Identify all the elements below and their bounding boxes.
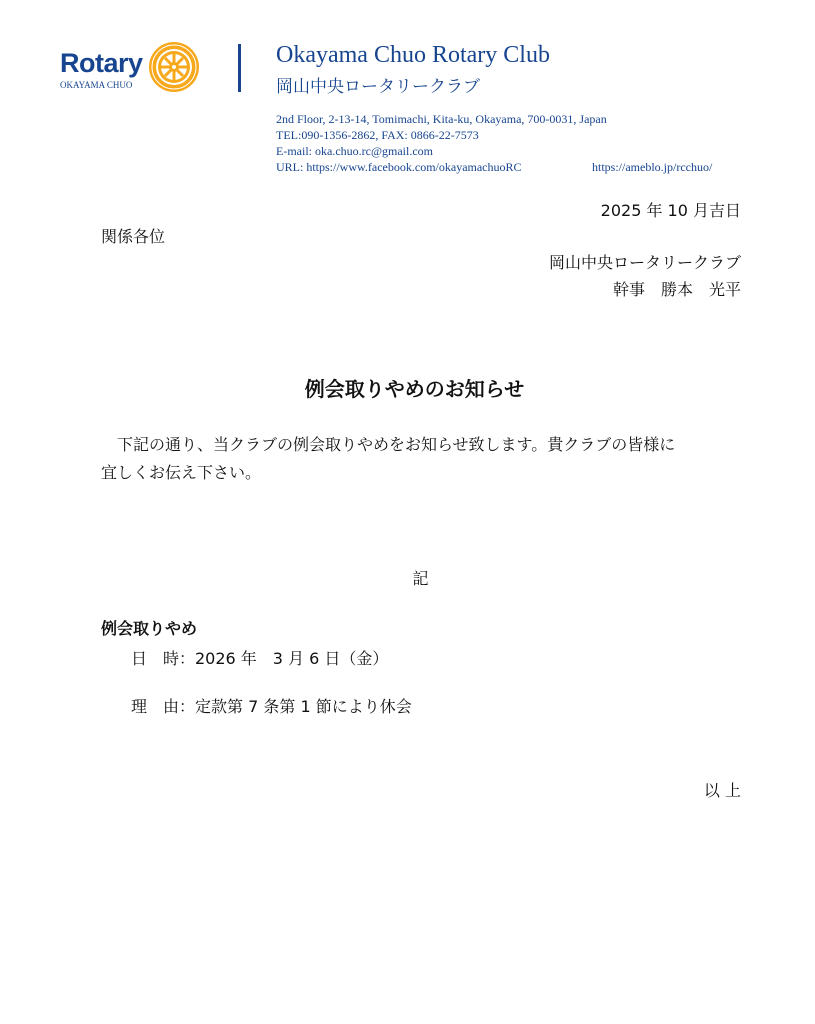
- logo-subtitle: OKAYAMA CHUO: [60, 80, 133, 90]
- body-paragraph-line-1: 下記の通り、当クラブの例会取りやめをお知らせ致します。貴クラブの皆様に: [101, 435, 676, 454]
- letter-date: 2025 年 10 月吉日: [600, 201, 741, 220]
- club-email: E-mail: oka.chuo.rc@gmail.com: [276, 144, 434, 158]
- body-paragraph-line-2: 宜しくお伝え下さい。: [101, 463, 262, 482]
- sender-organization: 岡山中央ロータリークラブ: [548, 253, 741, 272]
- club-urls: [276, 160, 713, 175]
- ki-heading: 記: [412, 569, 429, 588]
- letterhead-divider: [238, 44, 241, 92]
- letter-title: 例会取りやめのお知らせ: [304, 377, 525, 401]
- club-tel-fax: TEL:090-1356-2862, FAX: 0866-22-7573: [276, 128, 479, 142]
- facebook-url-link[interactable]: URL: https://www.facebook.com/okayamachuoRC: [276, 160, 522, 174]
- club-name-ja: 岡山中央ロータリークラブ: [276, 77, 480, 97]
- section-title: 例会取りやめ: [101, 619, 198, 638]
- closing-mark: 以 上: [703, 781, 741, 800]
- detail-date-row: 日 時：2026 年 3 月 6 日（金）: [131, 649, 389, 668]
- rotary-wheel-icon: [147, 40, 201, 94]
- blog-url-link[interactable]: https://ameblo.jp/rcchuo/: [592, 160, 713, 174]
- detail-reason-row: 理 由：定款第 7 条第 1 節により休会: [131, 697, 412, 716]
- letter-recipient: 関係各位: [101, 227, 166, 246]
- sender-name: 幹事 勝本 光平: [612, 280, 741, 299]
- club-name-en: Okayama Chuo Rotary Club: [276, 42, 550, 68]
- club-address: 2nd Floor, 2-13-14, Tomimachi, Kita-ku, Okayama, 700-0031, Japan: [276, 112, 607, 126]
- rotary-wordmark-logo: Rotary: [60, 48, 143, 78]
